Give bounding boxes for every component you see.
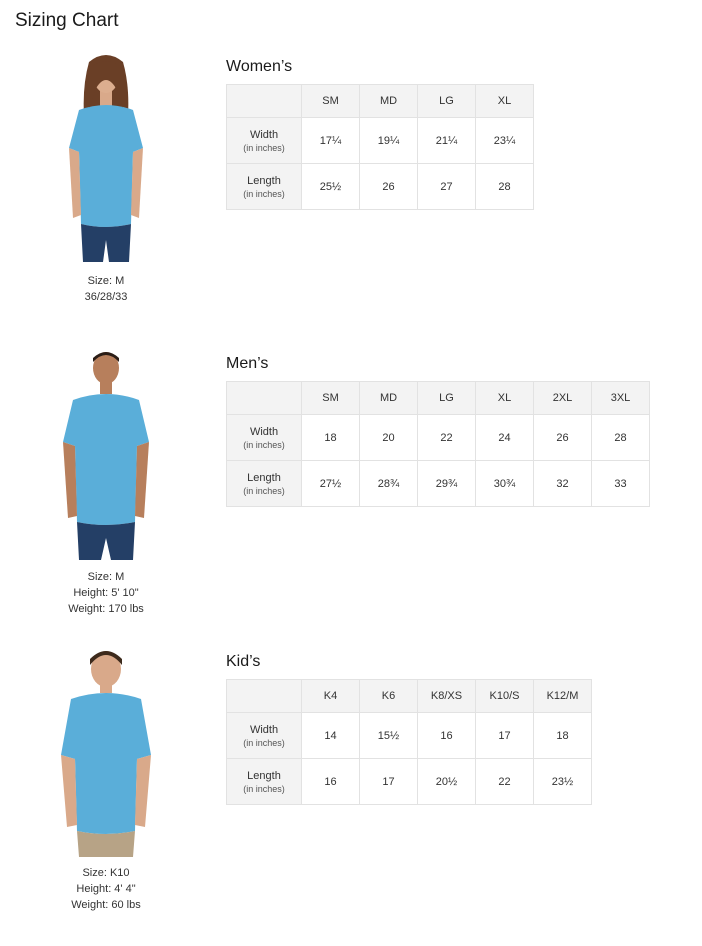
table-cell: 14	[302, 713, 360, 759]
table-cell: 32	[534, 461, 592, 507]
column-header: MD	[360, 85, 418, 118]
section-title: Men’s	[226, 355, 269, 372]
row-unit: (in inches)	[243, 783, 285, 794]
table-row	[227, 415, 650, 461]
caption-line: Size: K10	[82, 867, 130, 879]
table-row	[227, 118, 534, 164]
section-title: Kid’s	[226, 653, 261, 670]
table-cell: 28	[476, 164, 534, 210]
column-header: MD	[360, 382, 418, 415]
table-cell: 17	[476, 713, 534, 759]
caption-line: Weight: 60 lbs	[71, 899, 141, 911]
kid-model-image	[51, 645, 161, 857]
table-cell: 22	[476, 759, 534, 805]
table-cell: 28	[592, 415, 650, 461]
table-cell: 33	[592, 461, 650, 507]
caption-line: Size: M	[87, 275, 125, 287]
column-header: K8/XS	[418, 680, 476, 713]
row-label: Length	[247, 471, 281, 484]
column-header: 2XL	[534, 382, 592, 415]
table-cell: 18	[302, 415, 360, 461]
row-header	[227, 415, 302, 461]
table-cell: 19¼	[360, 118, 418, 164]
row-unit: (in inches)	[243, 188, 285, 199]
table-cell: 27	[418, 164, 476, 210]
row-label: Width	[249, 128, 279, 141]
table-cell: 17¼	[302, 118, 360, 164]
table-cell: 20	[360, 415, 418, 461]
table-cell: 20½	[418, 759, 476, 805]
table-cell: 23½	[534, 759, 592, 805]
row-header	[227, 461, 302, 507]
caption-line: Height: 5' 10"	[73, 587, 139, 599]
table-cell: 18	[534, 713, 592, 759]
size-table-mens	[226, 381, 650, 507]
row-unit: (in inches)	[243, 485, 285, 496]
row-label: Width	[249, 723, 279, 736]
row-header	[227, 713, 302, 759]
table-corner	[227, 85, 302, 118]
table-cell: 23¼	[476, 118, 534, 164]
table-cell: 30¾	[476, 461, 534, 507]
size-table-kids	[226, 679, 592, 805]
page-title: Sizing Chart	[15, 10, 119, 31]
row-header	[227, 759, 302, 805]
table-cell: 25½	[302, 164, 360, 210]
table-cell: 15½	[360, 713, 418, 759]
column-header: K6	[360, 680, 418, 713]
table-cell: 27½	[302, 461, 360, 507]
table-cell: 16	[418, 713, 476, 759]
model-kids	[36, 645, 176, 913]
table-cell: 26	[360, 164, 418, 210]
table-row	[227, 759, 592, 805]
caption-line: Weight: 170 lbs	[68, 603, 144, 615]
row-unit: (in inches)	[243, 439, 285, 450]
column-header: XL	[476, 85, 534, 118]
table-corner	[227, 382, 302, 415]
row-label: Length	[247, 174, 281, 187]
table-cell: 29¾	[418, 461, 476, 507]
table-row	[227, 713, 592, 759]
caption-line: 36/28/33	[84, 291, 128, 303]
table-corner	[227, 680, 302, 713]
model-womens	[36, 50, 176, 305]
caption-line: Size: M	[87, 571, 125, 583]
column-header: 3XL	[592, 382, 650, 415]
table-cell: 26	[534, 415, 592, 461]
row-header	[227, 164, 302, 210]
table-row	[227, 164, 534, 210]
caption-line: Height: 4' 4"	[76, 883, 136, 895]
column-header: XL	[476, 382, 534, 415]
column-header: K12/M	[534, 680, 592, 713]
table-cell: 21¼	[418, 118, 476, 164]
row-unit: (in inches)	[243, 737, 285, 748]
table-cell: 16	[302, 759, 360, 805]
woman-model-image	[51, 50, 161, 265]
column-header: K10/S	[476, 680, 534, 713]
column-header: SM	[302, 382, 360, 415]
row-header	[227, 118, 302, 164]
size-table-womens	[226, 84, 534, 210]
row-unit: (in inches)	[243, 142, 285, 153]
section-title: Women’s	[226, 58, 293, 75]
model-mens	[36, 346, 176, 617]
column-header: LG	[418, 382, 476, 415]
table-cell: 17	[360, 759, 418, 805]
table-cell: 24	[476, 415, 534, 461]
row-label: Length	[247, 769, 281, 782]
man-model-image	[51, 346, 161, 561]
table-row	[227, 461, 650, 507]
table-cell: 22	[418, 415, 476, 461]
row-label: Width	[249, 425, 279, 438]
table-cell: 28¾	[360, 461, 418, 507]
column-header: K4	[302, 680, 360, 713]
column-header: SM	[302, 85, 360, 118]
column-header: LG	[418, 85, 476, 118]
